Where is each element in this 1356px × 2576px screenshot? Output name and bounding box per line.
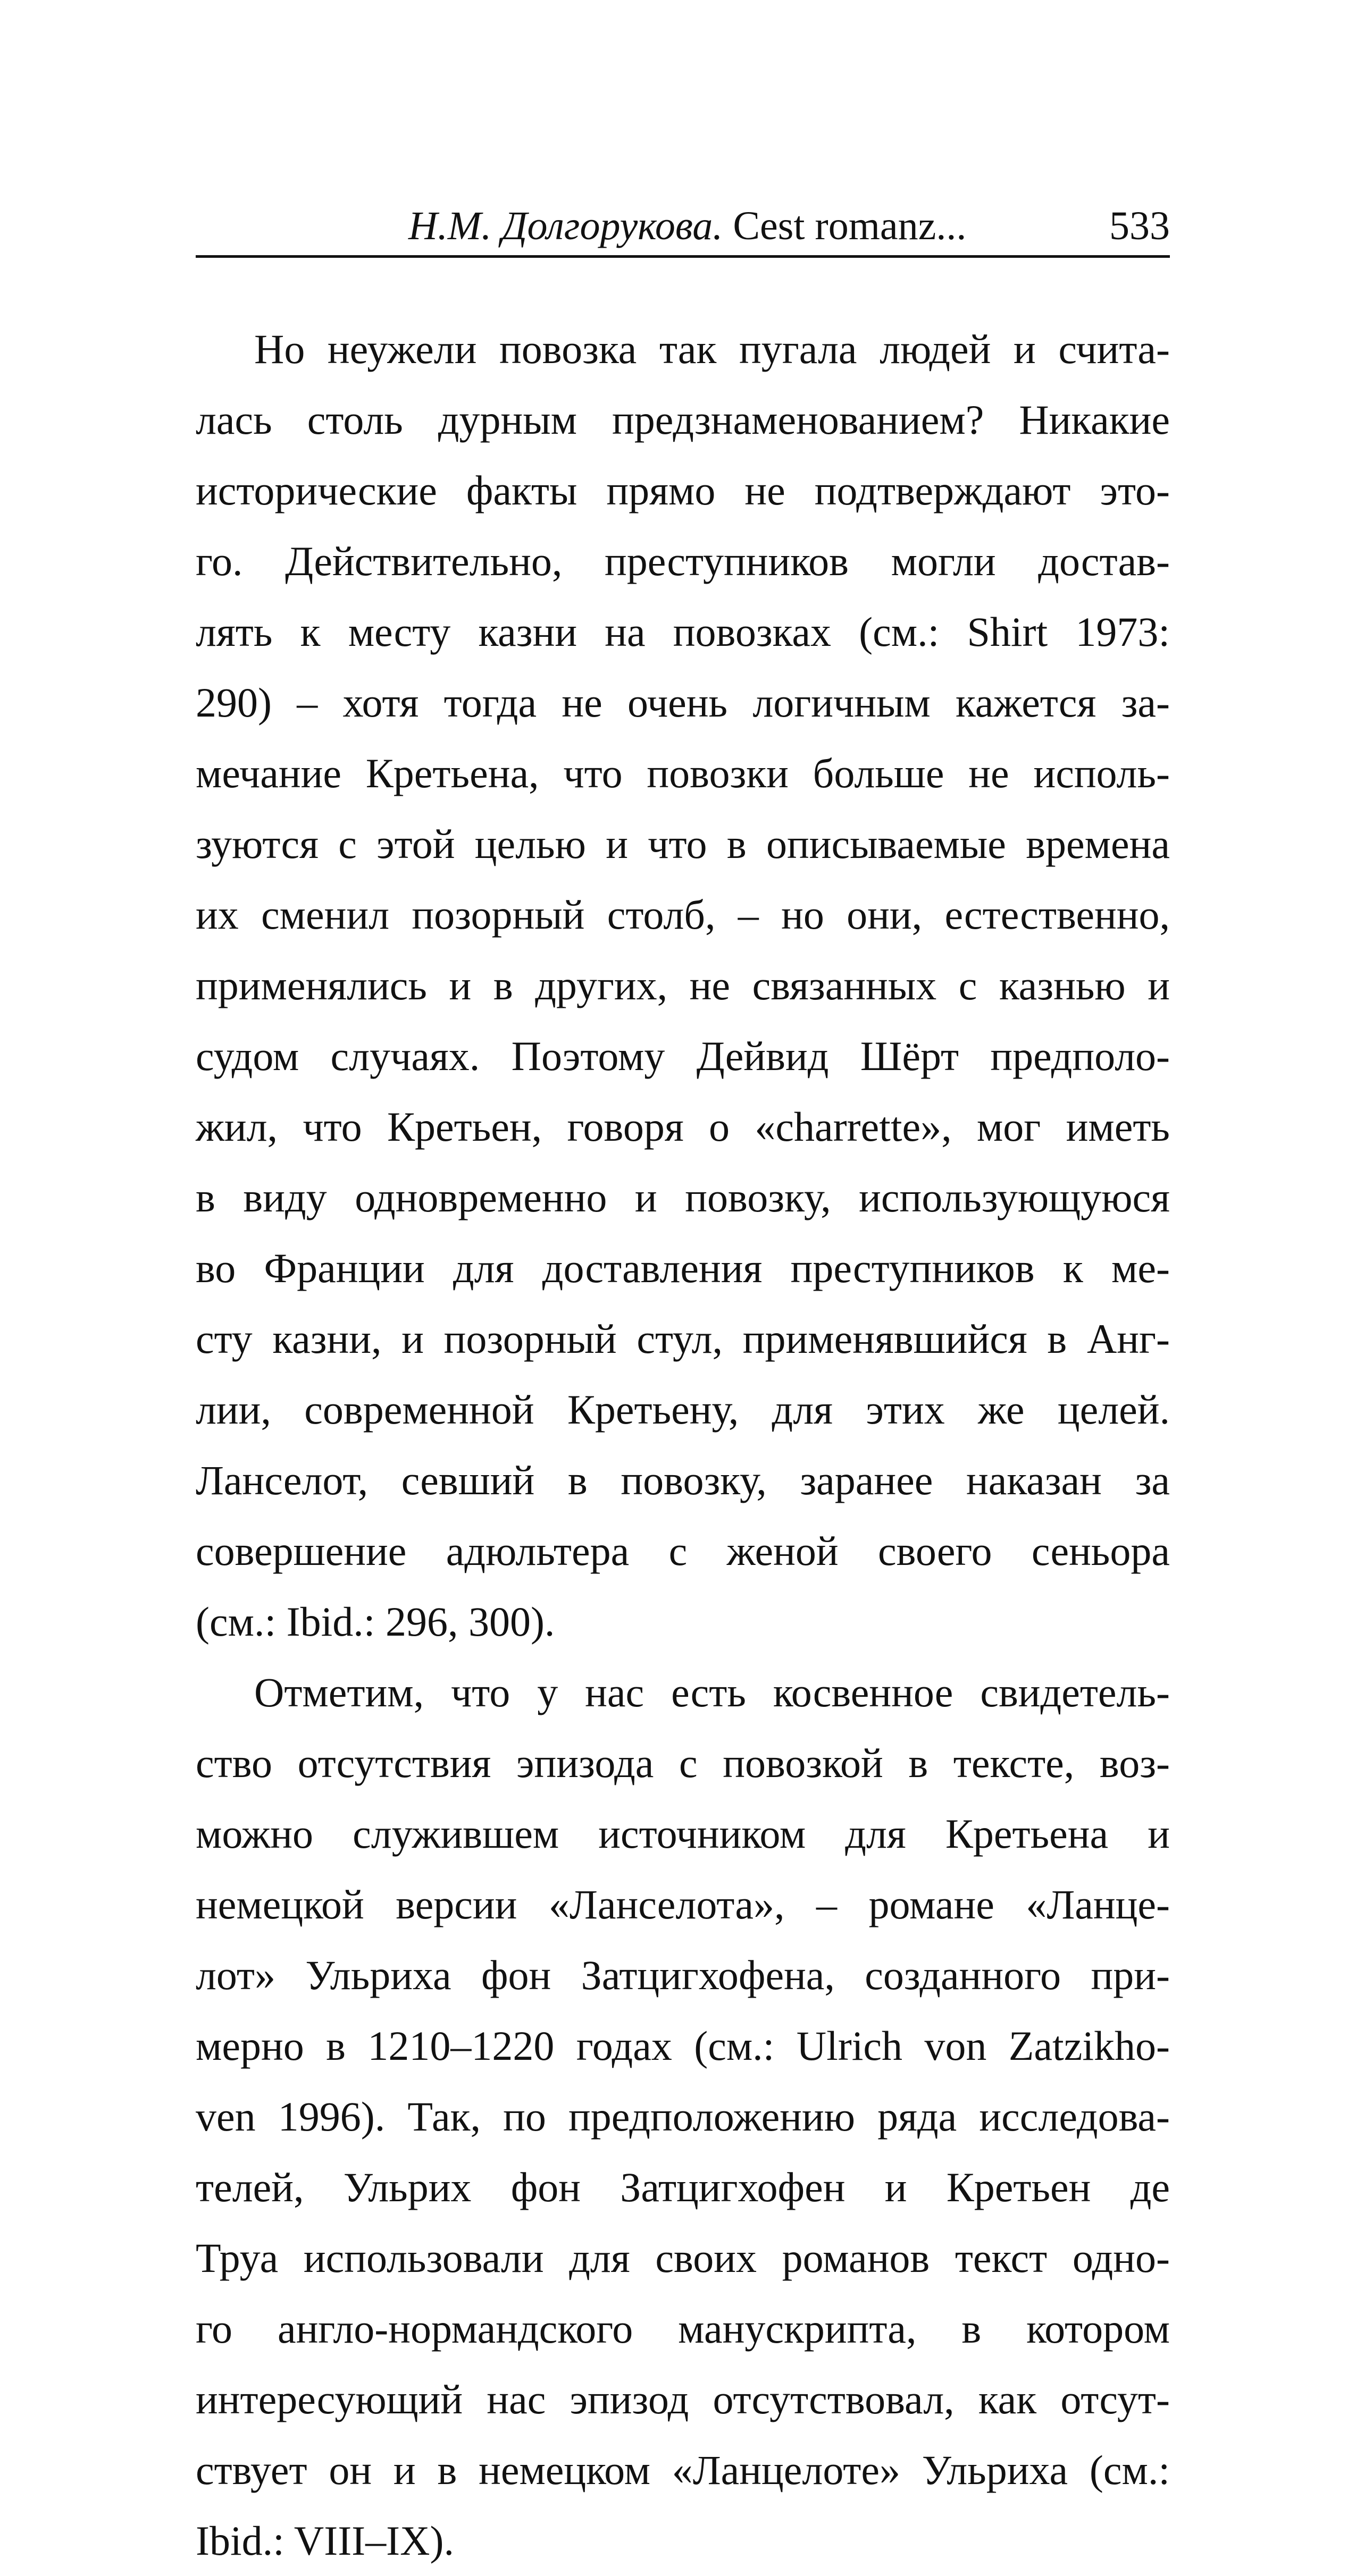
text-line: судом случаях. Поэтому Дейвид Шёрт предполо- <box>196 1033 1170 1079</box>
text-line: совершение адюльтера с женой своего сеньора <box>196 1528 1170 1574</box>
text-line: телей, Ульрих фон Затцигхофен и Кретьен де <box>196 2164 1170 2210</box>
text-line: лот» Ульриха фон Затцигхофена, созданного при- <box>196 1952 1170 1998</box>
text-line: Ibid.: VIII–IX). <box>196 2518 454 2564</box>
text-line: Отметим, что у нас есть косвенное свидетель- <box>254 1669 1170 1715</box>
text-line: применялись и в других, не связанных с казнью и <box>196 962 1170 1008</box>
text-line: Труа использовали для своих романов текст одно- <box>196 2235 1170 2281</box>
text-line: лась столь дурным предзнаменованием? Никакие <box>196 397 1170 443</box>
text-line: их сменил позорный столб, – но они, естественно, <box>196 891 1170 938</box>
running-head <box>196 199 1170 258</box>
text-line: мерно в 1210–1220 годах (см.: Ulrich von Zatzikho- <box>196 2023 1170 2069</box>
text-line: интересующий нас эпизод отсутствовал, как отсут- <box>196 2376 1170 2422</box>
text-line: немецкой версии «Ланселота», – романе «Ланце- <box>196 1881 1170 1927</box>
text-line: жил, что Кретьен, говоря о «charrette», мог иметь <box>196 1104 1170 1150</box>
page-number: 533 <box>1109 204 1170 248</box>
text-line: сту казни, и позорный стул, применявшийся в Анг- <box>196 1316 1170 1362</box>
text-line: 290) – хотя тогда не очень логичным кажется за- <box>196 679 1170 726</box>
text-line: мечание Кретьена, что повозки больше не исполь- <box>196 750 1170 796</box>
text-line: исторические факты прямо не подтверждают это- <box>196 467 1170 513</box>
running-head-work-title: Cest romanz... <box>733 204 967 248</box>
text-line: ствует он и в немецком «Ланцелоте» Ульриха (см.: <box>196 2447 1170 2493</box>
body-text <box>196 314 1170 2576</box>
text-line: лии, современной Кретьену, для этих же целей. <box>196 1386 1170 1433</box>
text-line: во Франции для доставления преступников к ме- <box>196 1245 1170 1291</box>
running-head-title <box>408 199 966 252</box>
running-head-author: Н.М. Долгорукова. <box>408 204 723 248</box>
text-line: (см.: Ibid.: 296, 300). <box>196 1598 555 1645</box>
text-line: зуются с этой целью и что в описываемые времена <box>196 821 1170 867</box>
text-line: лять к месту казни на повозках (см.: Shirt 1973: <box>196 609 1170 655</box>
text-line: можно служившем источником для Кретьена и <box>196 1811 1170 1857</box>
text-line: ство отсутствия эпизода с повозкой в тексте, воз- <box>196 1740 1170 1786</box>
text-line: Ланселот, севший в повозку, заранее наказан за <box>196 1457 1170 1503</box>
text-line: го англо-нормандского манускрипта, в котором <box>196 2305 1170 2352</box>
text-line: го. Действительно, преступников могли достав- <box>196 538 1170 584</box>
text-line: в виду одновременно и повозку, использующуюся <box>196 1174 1170 1220</box>
text-line: Но неужели повозка так пугала людей и счита- <box>254 326 1170 372</box>
text-line: ven 1996). Так, по предположению ряда исследова- <box>196 2093 1170 2140</box>
